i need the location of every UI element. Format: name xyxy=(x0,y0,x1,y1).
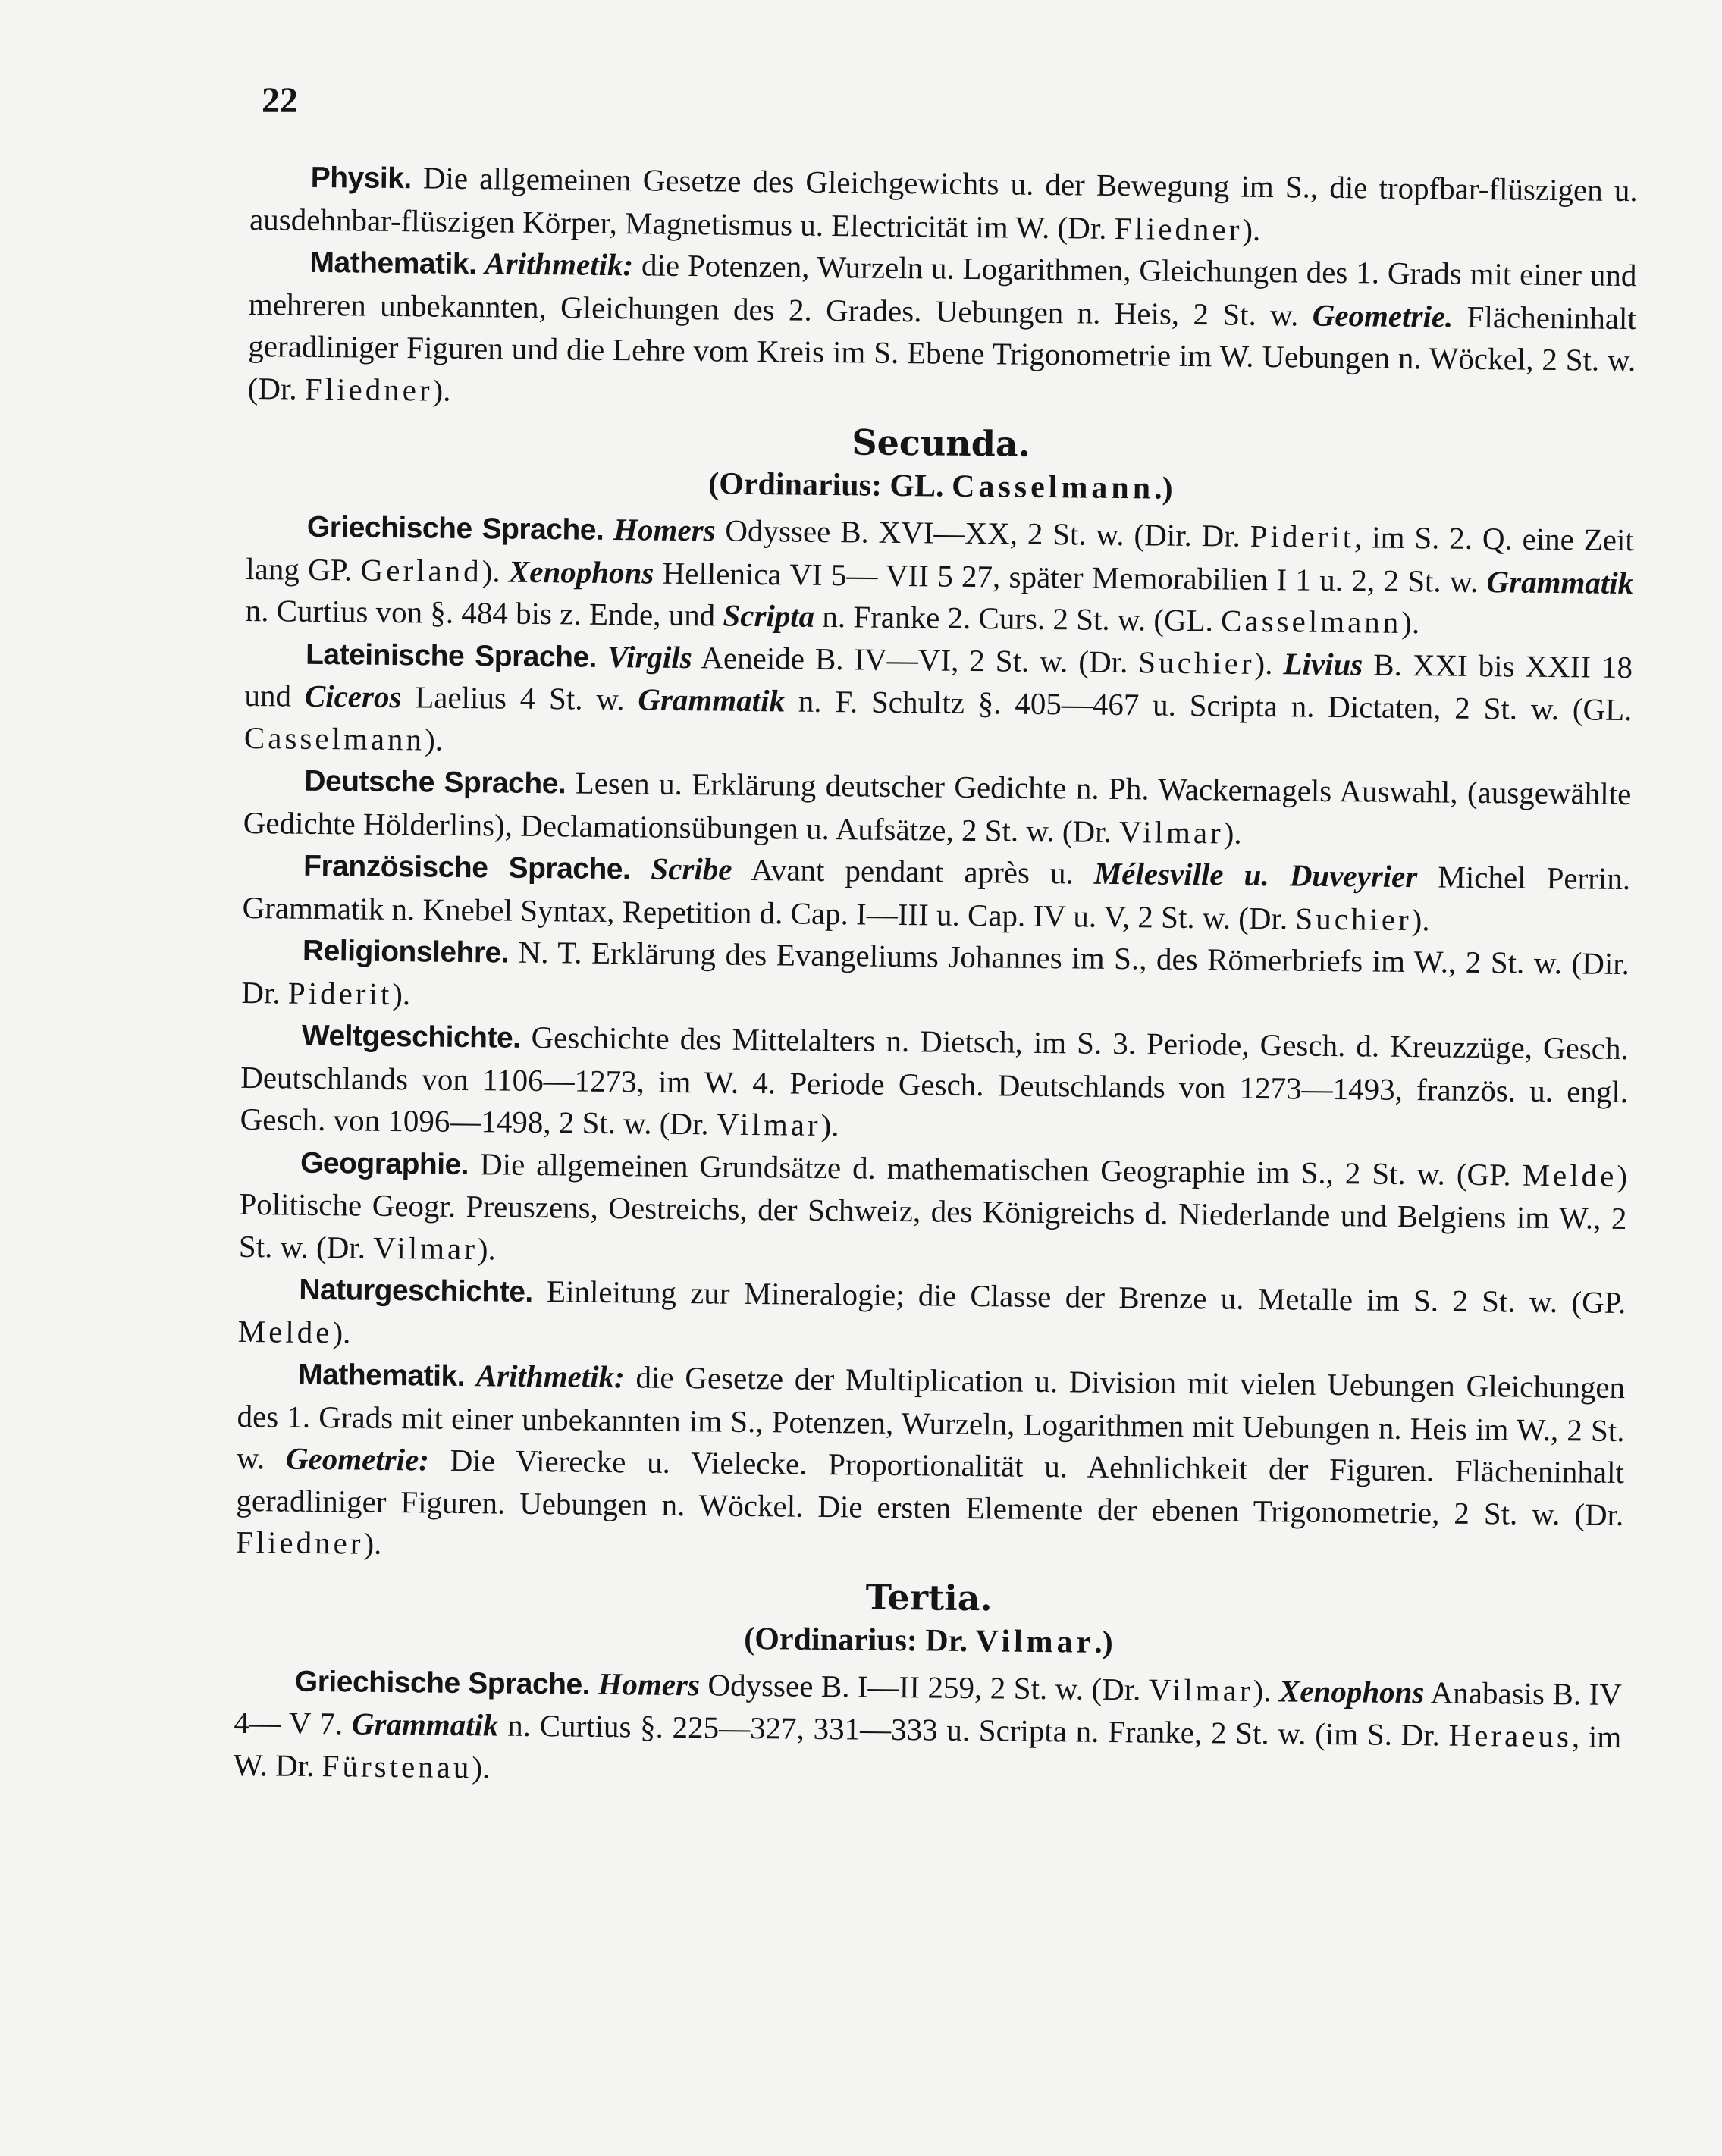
spaced-name: Casselmann xyxy=(243,719,425,757)
spaced-name: Vilmar xyxy=(372,1230,478,1266)
subject-heading: Mathematik. xyxy=(309,246,477,281)
text-run: Hellenica VI 5— VII 5 27, später Memorabilien I 1 u. 2, 2 St. w. xyxy=(654,555,1487,599)
subject-entry xyxy=(249,155,1638,255)
subject-entry xyxy=(242,844,1630,943)
text-run: Einleitung zur Mineralogie; die Classe der Brenze u. Metalle im S. 2 St. w. (GP. xyxy=(532,1273,1626,1321)
spaced-name: Vilmar xyxy=(1118,813,1224,850)
subject-heading: Mathematik. xyxy=(297,1358,466,1393)
italic-term: Grammatik xyxy=(351,1706,499,1743)
subject-entry xyxy=(245,505,1634,647)
italic-term: Grammatik xyxy=(638,682,786,719)
text-run: ). xyxy=(392,976,411,1011)
text-run: Michel Perrin. Grammatik n. Knebel Syntax, Repetition d. Cap. I—III u. Cap. IV u. V, 2 St. w. (Dr. xyxy=(242,859,1631,935)
text-run: , im W. Dr. xyxy=(233,1719,1622,1783)
text-run: ). xyxy=(1253,1672,1280,1708)
spaced-name: Piderit xyxy=(1250,518,1355,555)
text-run: ). xyxy=(332,1314,351,1349)
text-run: Anabasis B. IV 4— V 7. xyxy=(234,1674,1623,1741)
spaced-name: Vilmar xyxy=(716,1106,821,1142)
subject-heading: Deutsche Sprache. xyxy=(304,764,566,801)
text-run: Geschichte des Mittelalters n. Dietsch, im S. 3. Periode, Gesch. d. Kreuzzüge, Gesch. Deutschlands von 1106—1273, im W. 4. Periode Gesch. Deutschlands von 1273—1493, französ. u. engl. Gesch. von 1096—1498, 2 St. w. (Dr. xyxy=(240,1019,1629,1142)
subject-entry xyxy=(241,929,1629,1028)
block-secunda xyxy=(236,505,1635,1578)
text-run: Laelius 4 St. w. xyxy=(401,679,638,717)
italic-term: Arithmetik: xyxy=(475,1358,626,1395)
subject-heading: Physik. xyxy=(310,161,412,196)
italic-term: Mélesville u. Duveyrier xyxy=(1093,855,1418,895)
page-number: 22 xyxy=(262,80,298,121)
text-run: Avant pendant après u. xyxy=(732,851,1095,891)
italic-term: Grammatik xyxy=(1486,563,1634,600)
spaced-name: Suchier xyxy=(1295,900,1412,937)
subject-entry xyxy=(240,1014,1629,1155)
spaced-name: Melde xyxy=(1522,1157,1617,1193)
text-run: ). xyxy=(432,372,451,408)
text-run: Die Vierecke u. Vielecke. Proportionalität u. Aehnlichkeit der Figuren. Flächeninhalt geradliniger Figuren. Uebungen n. Wöckel. Die ersten Elemente der ebenen Trigonometrie, 2 St. w. (Dr. xyxy=(236,1442,1625,1532)
text-run: ). xyxy=(1223,814,1242,851)
text-run xyxy=(590,1666,598,1700)
italic-term: Ciceros xyxy=(304,678,402,715)
italic-term: Geometrie: xyxy=(285,1440,430,1478)
text-run: Lesen u. Erklärung deutscher Gedichte n. Ph. Wackernagels Auswahl, (ausgewählte Gedichte Hölderlins), Declamationsübungen u. Aufsätze, 2 St. w. (Dr. xyxy=(243,765,1632,849)
subject-entry xyxy=(239,1140,1628,1282)
text-run: Aeneide B. IV—VI, 2 St. w. (Dr. xyxy=(692,639,1139,679)
ordinarius-suffix: .) xyxy=(1094,1625,1114,1660)
text-run xyxy=(597,638,607,673)
text-run xyxy=(476,246,485,280)
italic-term: Scripta xyxy=(723,597,815,634)
section-title-tertia: Tertia. xyxy=(865,1576,993,1619)
text-run: die Gesetze der Multiplication u. Division mit vielen Uebungen Gleichungen des 1. Grads mit einer unbekannten im S., Potenzen, Wurzeln, Logarithmen mit Uebungen n. Heis im W., 2 St. w. xyxy=(236,1359,1626,1476)
text-run: ). xyxy=(472,1749,491,1785)
page-content xyxy=(233,155,1637,1800)
text-run xyxy=(630,851,651,885)
subject-entry xyxy=(243,759,1631,858)
text-run: ). xyxy=(424,721,444,757)
text-run: n. Franke 2. Curs. 2 St. w. (GL. xyxy=(814,598,1222,638)
text-run: Die allgemeinen Grundsätze d. mathematischen Geographie im S., 2 St. w. (GP. xyxy=(468,1145,1523,1192)
spaced-name: Casselmann xyxy=(1220,603,1402,640)
italic-term: Xenophons xyxy=(1278,1672,1425,1709)
text-run: ). xyxy=(1242,212,1261,247)
spaced-name: Gerland xyxy=(360,552,482,588)
spaced-name: Suchier xyxy=(1138,644,1255,681)
spaced-name: Melde xyxy=(237,1313,333,1349)
spaced-name: Fliedner xyxy=(1114,210,1243,247)
subject-heading: Griechische Sprache. xyxy=(294,1665,591,1701)
text-run xyxy=(465,1358,476,1393)
subject-entry xyxy=(233,1659,1622,1800)
subject-heading: Religionslehre. xyxy=(302,934,510,970)
text-run: n. Curtius von §. 484 bis z. Ende, und xyxy=(245,592,723,633)
text-run: ) Politische Geogr. Preuszens, Oestreichs, der Schweiz, des Königreichs d. Niederlande und Belgiens im W., 2 St. w. (Dr. xyxy=(238,1158,1628,1265)
spaced-name: Vilmar xyxy=(1148,1672,1253,1708)
italic-term: Arithmetik: xyxy=(485,246,634,283)
text-run: n. Curtius §. 225—327, 331—333 u. Scripta n. Franke, 2 St. w. (im S. Dr. xyxy=(498,1707,1449,1753)
subject-entry xyxy=(236,1352,1626,1578)
subject-heading: Geographie. xyxy=(300,1146,469,1181)
text-run: Odyssee B. XVI—XX, 2 St. w. (Dir. Dr. xyxy=(715,512,1251,553)
italic-term: Livius xyxy=(1283,645,1363,682)
italic-term: Scribe xyxy=(651,851,732,887)
text-run: , im S. 2. Q. eine Zeit lang GP. xyxy=(246,519,1635,588)
italic-term: Virgils xyxy=(607,638,692,675)
italic-term: Xenophons xyxy=(508,553,654,591)
italic-term: Geometrie. xyxy=(1312,297,1454,334)
ordinarius-prefix: (Ordinarius: GL. xyxy=(708,466,952,504)
ordinarius-name: Vilmar xyxy=(975,1623,1095,1660)
text-run: ). xyxy=(820,1107,839,1143)
ordinarius-suffix: .) xyxy=(1153,471,1173,506)
subject-entry xyxy=(244,631,1633,773)
subject-entry xyxy=(237,1268,1626,1367)
spaced-name: Fürstenau xyxy=(322,1747,472,1785)
ordinarius-prefix: (Ordinarius: Dr. xyxy=(744,1621,976,1659)
text-run: n. F. Schultz §. 405—467 u. Scripta n. Dictaten, 2 St. w. (GL. xyxy=(784,683,1633,728)
spaced-name: Fliedner xyxy=(304,371,433,408)
text-run: die Potenzen, Wurzeln u. Logarithmen, Gleichungen des 1. Grads mit einer und mehreren unbekannten, Gleichungen des 2. Grades. Uebungen n. Heis, 2 St. w. xyxy=(248,247,1637,333)
spaced-name: Fliedner xyxy=(235,1524,364,1561)
text-run: N. T. Erklärung des Evangeliums Johannes im S., des Römerbriefs im W., 2 St. w. (Dir. Dr. xyxy=(241,934,1630,1011)
italic-term: Homers xyxy=(598,1666,701,1702)
text-run: Flächeninhalt geradliniger Figuren und die Lehre vom Kreis im S. Ebene Trigonometrie im W. Uebungen n. Wöckel, 2 St. w. (Dr. xyxy=(247,299,1637,406)
text-run: Die allgemeinen Gesetze des Gleichgewichts u. der Bewegung im S., die tropfbar-flüszigen u. ausdehnbar-flüszigen Körper, Magnetismus u. Electricität im W. (Dr. xyxy=(249,160,1638,246)
block-prima-end xyxy=(247,155,1637,424)
subject-entry xyxy=(247,240,1636,424)
text-run: Odyssee B. I—II 259, 2 St. w. (Dr. xyxy=(699,1666,1150,1707)
text-run: ). xyxy=(1401,604,1420,641)
text-run: ). xyxy=(477,1230,497,1266)
text-run: ). xyxy=(1411,901,1430,937)
text-run: B. XXI bis XXII 18 und xyxy=(244,646,1633,713)
text-run: ). xyxy=(363,1525,382,1561)
subject-heading: Naturgeschichte. xyxy=(299,1273,533,1308)
italic-term: Homers xyxy=(613,512,716,548)
text-run xyxy=(604,512,613,547)
subject-heading: Französische Sprache. xyxy=(303,849,631,886)
ordinarius-name: Casselmann xyxy=(951,468,1155,506)
block-tertia xyxy=(233,1659,1622,1800)
text-run: ). xyxy=(481,553,510,589)
spaced-name: Piderit xyxy=(287,975,393,1011)
entry-body xyxy=(249,160,1638,246)
subject-heading: Lateinische Sprache. xyxy=(305,638,598,674)
subject-heading: Weltgeschichte. xyxy=(301,1019,521,1054)
spaced-name: Heraeus xyxy=(1448,1717,1573,1754)
text-run: ). xyxy=(1254,645,1284,681)
section-title-secunda: Secunda. xyxy=(852,421,1031,465)
subject-heading: Griechische Sprache. xyxy=(306,510,604,547)
